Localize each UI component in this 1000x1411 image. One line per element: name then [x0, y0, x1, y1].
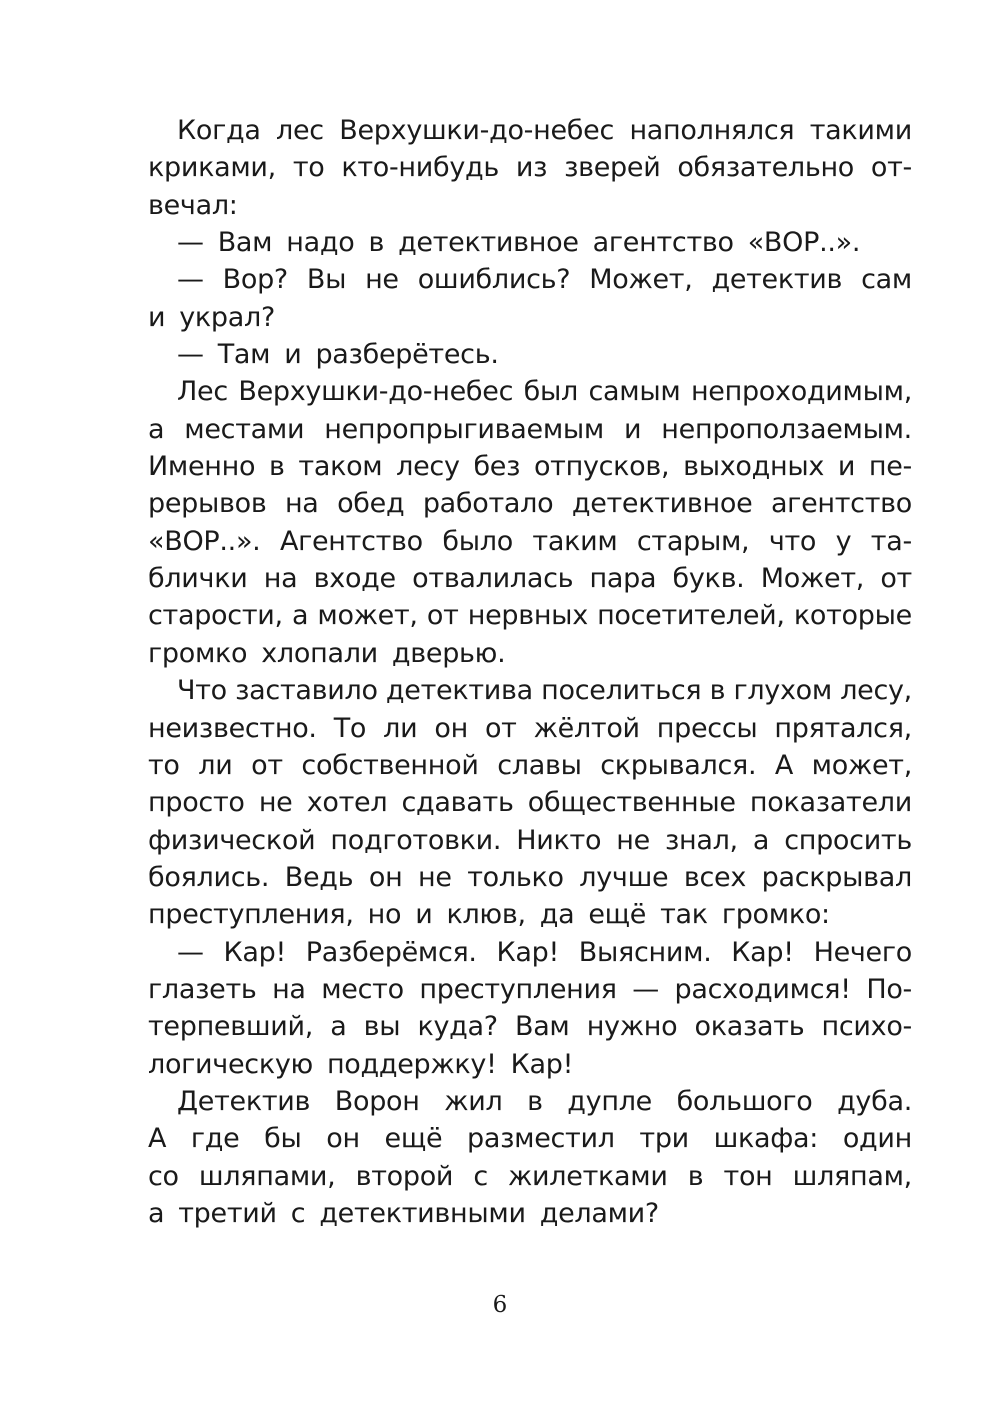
- text-line: Лес Верхушки-до-небес был самым непроходимым,: [177, 376, 912, 408]
- text-line: а местами непропрыгиваемым и непроползаемым.: [148, 413, 912, 445]
- text-line: старости, а может, от нервных посетителей, которые: [148, 600, 912, 632]
- text-line: неизвестно. То ли он от жёлтой прессы прятался,: [148, 712, 912, 744]
- text-line: блички на входе отвалилась пара букв. Может, от: [148, 563, 912, 595]
- text-line: — Вам надо в детективное агентство «ВОР..».: [177, 227, 861, 259]
- text-line: громко хлопали дверью.: [148, 637, 506, 669]
- text-line: Что заставило детектива поселиться в глухом лесу,: [177, 675, 912, 707]
- text-line: Детектив Ворон жил в дупле большого дуба.: [177, 1085, 912, 1117]
- text-line: боялись. Ведь он не только лучше всех раскрывал: [148, 861, 912, 893]
- text-line: Именно в таком лесу без отпусков, выходных и пе-: [148, 451, 912, 483]
- text-line: логическую поддержку! Кар!: [148, 1048, 574, 1080]
- text-line: терпевший, а вы куда? Вам нужно оказать психо-: [148, 1011, 912, 1043]
- text-line: вечал:: [148, 189, 238, 221]
- text-line: преступления, но и клюв, да ещё так громко:: [148, 899, 830, 931]
- text-line: а третий с детективными делами?: [148, 1197, 659, 1229]
- text-line: «ВОР..». Агентство было таким старым, что у та-: [148, 525, 912, 557]
- page-number: 6: [492, 1292, 508, 1318]
- text-line: то ли от собственной славы скрывался. А может,: [148, 749, 912, 781]
- text-line: глазеть на место преступления — расходимся! По-: [148, 973, 912, 1005]
- text-line: физической подготовки. Никто не знал, а спросить: [148, 824, 912, 856]
- text-line: криками, то кто-нибудь из зверей обязательно от-: [148, 152, 912, 184]
- text-line: — Кар! Разберёмся. Кар! Выясним. Кар! Нечего: [177, 936, 912, 968]
- text-line: А где бы он ещё разместил три шкафа: один: [148, 1123, 912, 1155]
- text-line: рерывов на обед работало детективное агентство: [148, 488, 912, 520]
- text-line: и украл?: [148, 301, 276, 333]
- body-text: [148, 112, 912, 1232]
- text-line: — Вор? Вы не ошиблись? Может, детектив сам: [177, 264, 912, 296]
- text-line: просто не хотел сдавать общественные показатели: [148, 787, 912, 819]
- text-line: со шляпами, второй с жилетками в тон шляпам,: [148, 1160, 912, 1192]
- text-line: Когда лес Верхушки-до-небес наполнялся такими: [177, 115, 912, 146]
- text-line: — Там и разберётесь.: [177, 339, 499, 371]
